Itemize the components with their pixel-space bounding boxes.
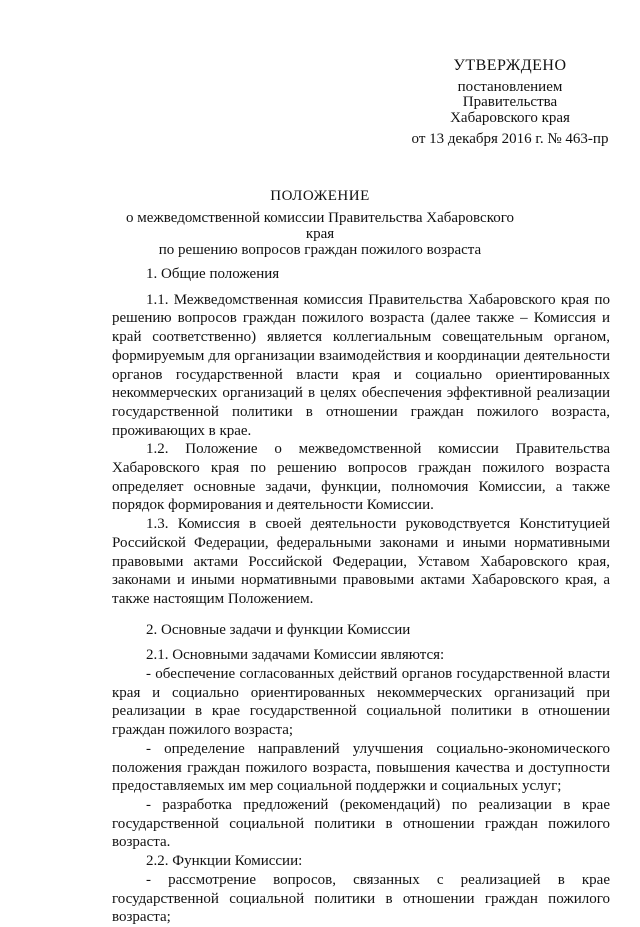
section-1-heading: 1. Общие положения: [146, 266, 280, 282]
approval-line-3: Хабаровского края: [450, 109, 570, 126]
document-body: [112, 265, 610, 927]
paragraph-1-2: 1.2. Положение о межведомственной комиссии Правительства Хабаровского края по решению вопросов граждан пожилого возраста определяет основные задачи, функции, полномочия Комиссии, а также порядок формирования и деятельности Комиссии.: [112, 441, 610, 514]
approval-line-2: Правительства: [462, 94, 558, 110]
task-item-2: - определение направлений улучшения социально-экономического положения граждан пожилого возраста, повышения качества и доступности предоставляемых им мер социальной поддержки и социальных услуг;: [112, 740, 610, 795]
task-item-1: - обеспечение согласованных действий органов государственной власти края и социально ориентированных некоммерческих организаций при реализации в крае государственной социальной политики в отношении граждан пожилого возраста;: [112, 666, 610, 739]
approval-title: УТВЕРЖДЕНО: [453, 57, 567, 74]
paragraph-1-3: 1.3. Комиссия в своей деятельности руководствуется Конституцией Российской Федерации, федеральными законами и иными нормативными правовыми актами Российской Федерации, Уставом Хабаровского края, законами и иными нормативными правовыми актами Хабаровского края, а также настоящим Положением.: [112, 516, 610, 607]
document-subtitle-line-1: о межведомственной комиссии Правительства Хабаровского края: [125, 210, 514, 242]
document-title: ПОЛОЖЕНИЕ: [270, 188, 370, 204]
approval-date: от 13 декабря 2016 г. № 463-пр: [411, 131, 609, 147]
function-item-1: - рассмотрение вопросов, связанных с реализацией в крае государственной социальной политики в отношении граждан пожилого возраста;: [112, 871, 610, 926]
paragraph-2-2: 2.2. Функции Комиссии:: [146, 853, 303, 870]
section-2-heading: 2. Основные задачи и функции Комиссии: [146, 621, 411, 638]
approval-block: [400, 58, 620, 148]
paragraph-2-1: 2.1. Основными задачами Комиссии являются:: [146, 647, 445, 664]
paragraph-1-1: 1.1. Межведомственная комиссия Правительства Хабаровского края по решению вопросов граждан пожилого возраста (далее также – Комиссия и край соответственно) является коллегиальным совещательным органом, формируемым для организации взаимодействия и координации деятельности органов государственной власти края и социально ориентированных некоммерческих организаций в целях обеспечения эффективной реализации государственной политики в отношении граждан пожилого возраста, проживающих в крае.: [112, 291, 610, 439]
document-subtitle-line-2: по решению вопросов граждан пожилого возраста: [158, 242, 482, 258]
approval-line-1: постановлением: [457, 78, 563, 95]
document-title-block: [110, 188, 530, 258]
task-item-3: - разработка предложений (рекомендаций) по реализации в крае государственной социальной политики в отношении граждан пожилого возраста.: [112, 796, 610, 851]
section-gap: [112, 609, 610, 621]
